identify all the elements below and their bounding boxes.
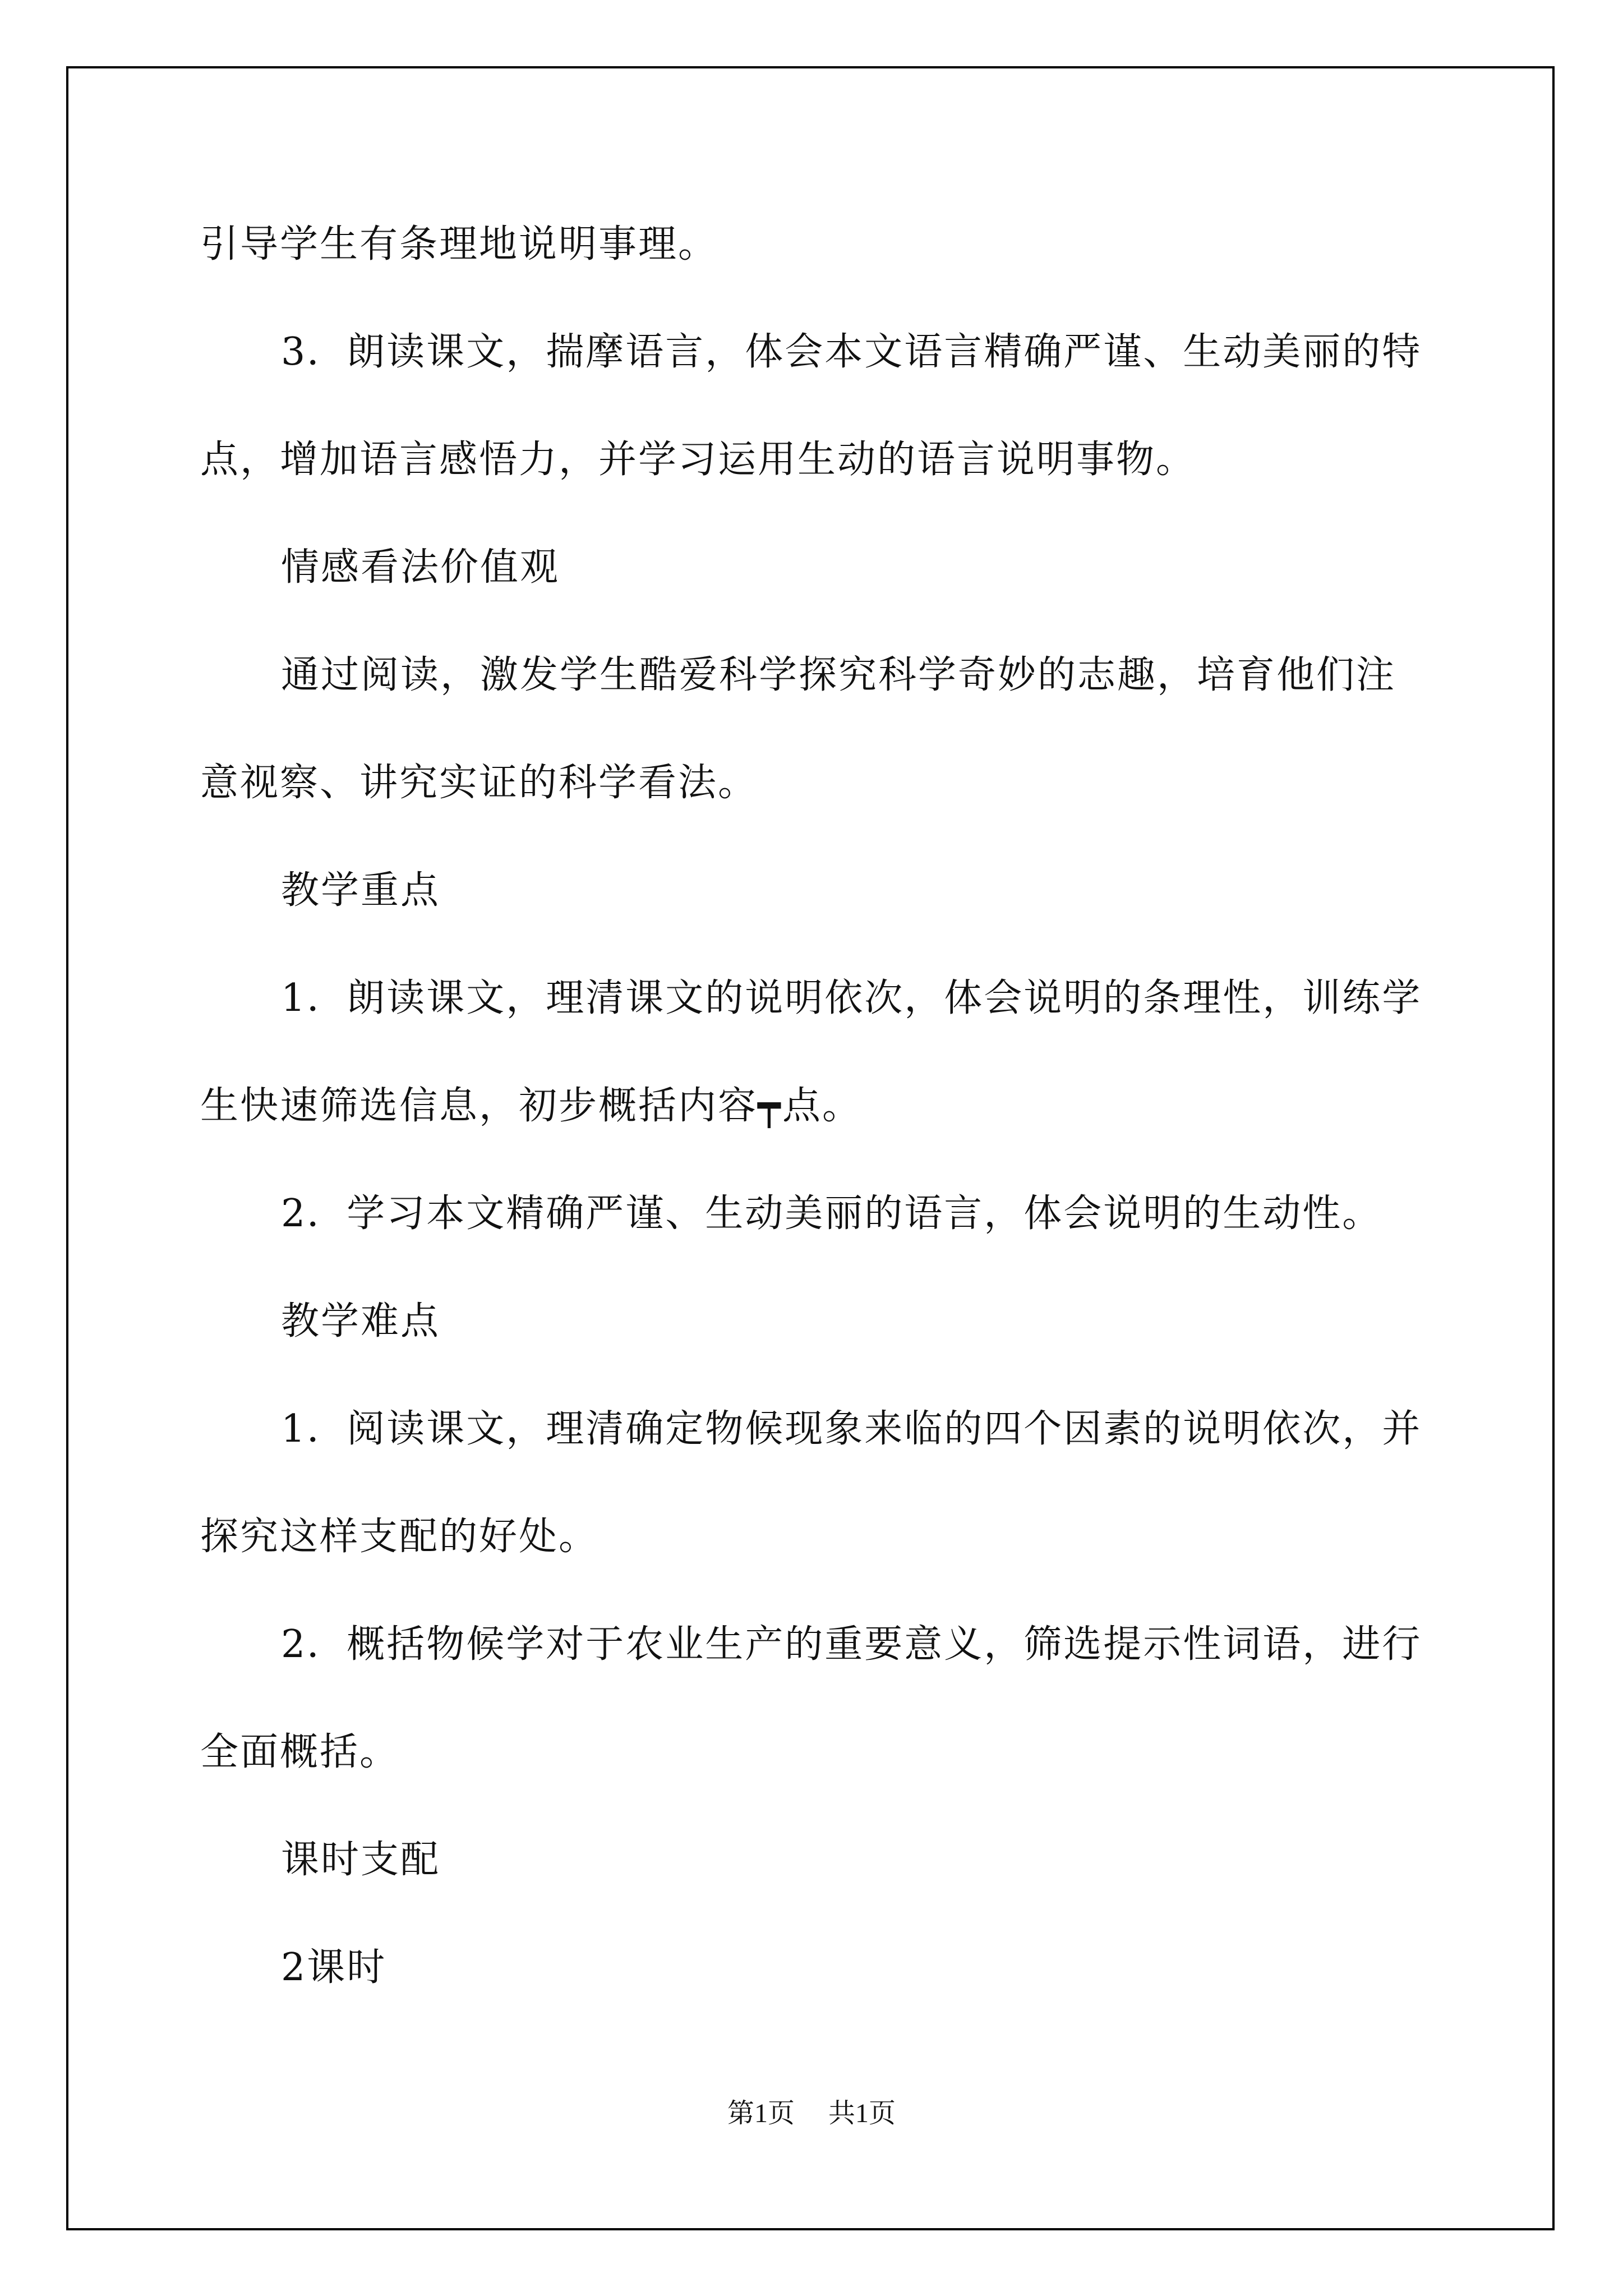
section-heading-teaching-focus: 教学重点 (281, 868, 441, 913)
page-number: 第1页 (727, 2099, 795, 2128)
document-body (200, 191, 1434, 2022)
paragraph-2: 3．朗读课文，揣摩语言，体会本文语言精确严谨、生动美丽的特点，增加语言感悟力，并学习运用生动的语言说明事物。 (200, 330, 1422, 482)
paragraph-1: 引导学生有条理地说明事理。 (200, 222, 718, 266)
paragraph-12: 2课时 (281, 1945, 387, 1990)
section-heading-class-hours: 课时支配 (281, 1838, 441, 1882)
section-heading-emotion-values: 情感看法价值观 (281, 545, 560, 590)
paragraph-10: 2．概括物候学对于农业生产的重要意义，筛选提示性词语，进行全面概括。 (200, 1622, 1422, 1774)
paragraph-7: 2．学习本文精确严谨、生动美丽的语言，体会说明的生动性。 (281, 1191, 1382, 1236)
paragraph-6: 1．朗读课文，理清课文的说明依次，体会说明的条理性，训练学生快速筛选信息，初步概括内容┯点。 (200, 976, 1422, 1128)
paragraph-4: 通过阅读，激发学生酷爱科学探究科学奇妙的志趣，培育他们注意视察、讲究实证的科学看法。 (200, 653, 1396, 805)
page-footer (0, 2091, 1623, 2130)
paragraph-9: 1．阅读课文，理清确定物候现象来临的四个因素的说明依次，并探究这样支配的好处。 (200, 1407, 1422, 1559)
page-total: 共1页 (828, 2099, 896, 2128)
section-heading-teaching-difficulty: 教学难点 (281, 1299, 441, 1343)
